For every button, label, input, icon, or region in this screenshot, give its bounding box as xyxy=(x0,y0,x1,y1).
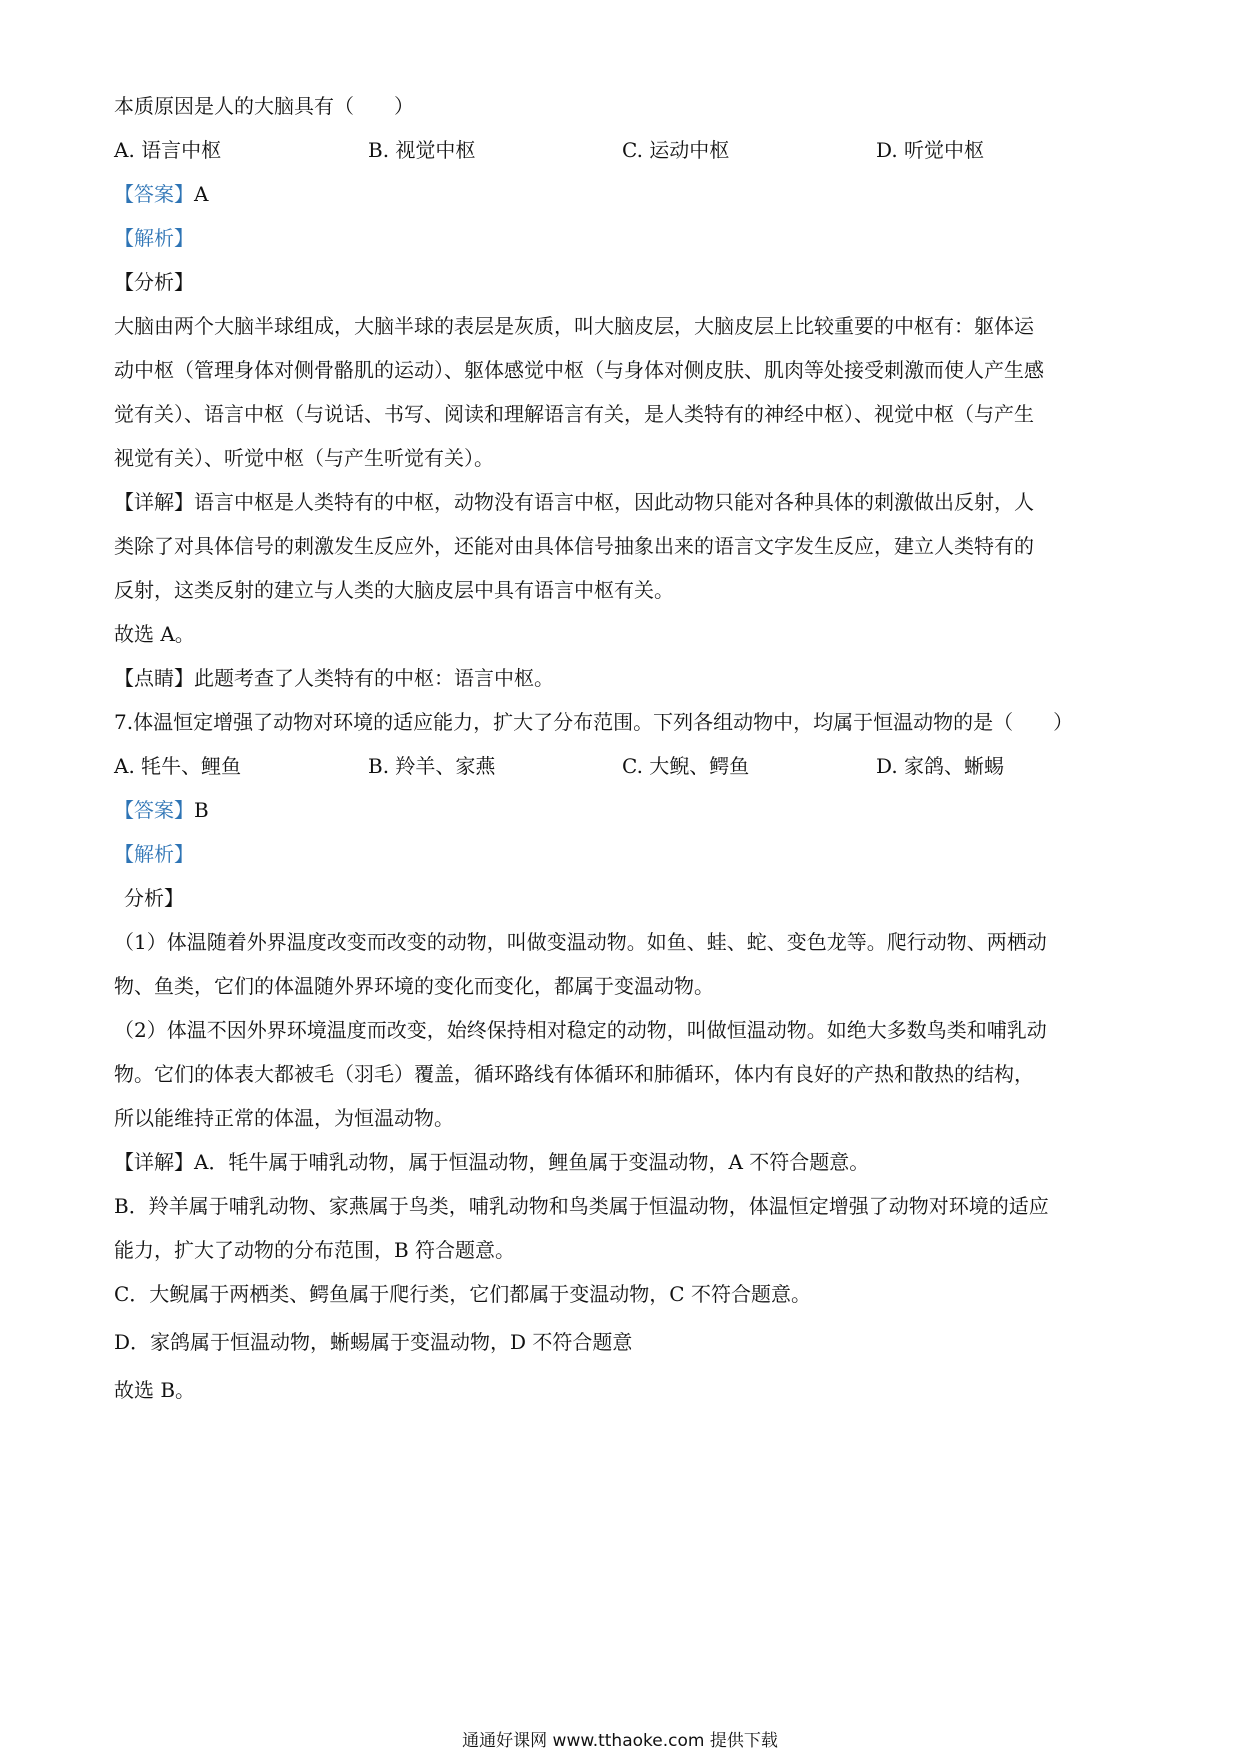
q7-fenxi-line: 物、鱼类，它们的体温随外界环境的变化而变化，都属于变温动物。 xyxy=(114,974,714,998)
q7-fenxi-heading: 分析】 xyxy=(124,886,184,910)
q6-fenxi-tag: 【分析】 xyxy=(114,270,194,294)
q7-detail-line: C．大鲵属于两栖类、鳄鱼属于爬行类，它们都属于变温动物，C 不符合题意。 xyxy=(114,1282,811,1306)
q6-conclusion: 故选 A。 xyxy=(114,622,195,646)
q6-option-a: A. 语言中枢 xyxy=(114,138,222,162)
q7-option-c: C. 大鲵、鳄鱼 xyxy=(622,754,750,778)
q7-fenxi-line: （1）体温随着外界温度改变而改变的动物，叫做变温动物。如鱼、蛙、蛇、变色龙等。爬行动物、两栖动 xyxy=(114,930,1047,954)
q7-detail xyxy=(114,1148,1134,1176)
q6-option-d: D. 听觉中枢 xyxy=(876,138,985,162)
q6-comment xyxy=(114,664,1134,692)
q7-stem: 7.体温恒定增强了动物对环境的适应能力，扩大了分布范围。下列各组动物中，均属于恒温动物的是（ ） xyxy=(114,710,1074,734)
detail-text: 语言中枢是人类特有的中枢，动物没有语言中枢，因此动物只能对各种具体的刺激做出反射，人 xyxy=(194,490,1034,514)
q7-option-b: B. 羚羊、家燕 xyxy=(368,754,496,778)
detail-tag: 【详解】 xyxy=(114,490,194,514)
q6-answer xyxy=(114,180,1134,208)
q6-analysis-tag: 【解析】 xyxy=(114,226,194,250)
q7-option-a: A. 牦牛、鲤鱼 xyxy=(114,754,242,778)
q7-option-d: D. 家鸽、蜥蜴 xyxy=(876,754,1005,778)
q6-fenxi-line: 动中枢（管理身体对侧骨骼肌的运动）、躯体感觉中枢（与身体对侧皮肤、肌肉等处接受刺激而使人产生感 xyxy=(114,358,1044,382)
q7-detail-line: D．家鸽属于恒温动物，蜥蜴属于变温动物，D 不符合题意 xyxy=(114,1330,633,1354)
q7-options xyxy=(114,752,1134,780)
answer-value: A xyxy=(194,182,209,206)
answer-tag: 【答案】 xyxy=(114,798,194,822)
q7-detail-line: 能力，扩大了动物的分布范围，B 符合题意。 xyxy=(114,1238,516,1262)
q6-detail-line: 类除了对具体信号的刺激发生反应外，还能对由具体信号抽象出来的语言文字发生反应，建立人类特有的 xyxy=(114,534,1034,558)
q7-detail-line: B．羚羊属于哺乳动物、家燕属于鸟类，哺乳动物和鸟类属于恒温动物，体温恒定增强了动物对环境的适应 xyxy=(114,1194,1049,1218)
q7-conclusion: 故选 B。 xyxy=(114,1378,196,1402)
detail-tag: 【详解】 xyxy=(114,1150,194,1174)
detail-text: A．牦牛属于哺乳动物，属于恒温动物，鲤鱼属于变温动物，A 不符合题意。 xyxy=(194,1150,870,1174)
q7-fenxi-line: 物。它们的体表大都被毛（羽毛）覆盖，循环路线有体循环和肺循环，体内有良好的产热和散热的结构， xyxy=(114,1062,1034,1086)
q6-fenxi-line: 大脑由两个大脑半球组成，大脑半球的表层是灰质，叫大脑皮层，大脑皮层上比较重要的中枢有：躯体运 xyxy=(114,314,1034,338)
q6-fenxi-line: 视觉有关）、听觉中枢（与产生听觉有关）。 xyxy=(114,446,494,470)
q6-detail-line: 反射，这类反射的建立与人类的大脑皮层中具有语言中枢有关。 xyxy=(114,578,674,602)
q7-fenxi-line: （2）体温不因外界环境温度而改变，始终保持相对稳定的动物，叫做恒温动物。如绝大多数鸟类和哺乳动 xyxy=(114,1018,1047,1042)
answer-value: B xyxy=(194,798,209,822)
comment-text: 此题考查了人类特有的中枢：语言中枢。 xyxy=(194,666,554,690)
q7-fenxi-line: 所以能维持正常的体温，为恒温动物。 xyxy=(114,1106,454,1130)
comment-tag: 【点睛】 xyxy=(114,666,194,690)
page-footer: 通通好课网 www.tthaoke.com 提供下载 xyxy=(462,1731,778,1751)
q6-stem-tail: 本质原因是人的大脑具有（ ） xyxy=(114,94,414,118)
q6-detail xyxy=(114,488,1134,516)
q6-option-c: C. 运动中枢 xyxy=(622,138,730,162)
q6-option-b: B. 视觉中枢 xyxy=(368,138,476,162)
q6-fenxi-line: 觉有关）、语言中枢（与说话、书写、阅读和理解语言有关，是人类特有的神经中枢）、视觉中枢（与产生 xyxy=(114,402,1034,426)
q6-options xyxy=(114,136,1134,164)
answer-tag: 【答案】 xyxy=(114,182,194,206)
q7-answer xyxy=(114,796,1134,824)
q7-analysis-tag: 【解析】 xyxy=(114,842,194,866)
